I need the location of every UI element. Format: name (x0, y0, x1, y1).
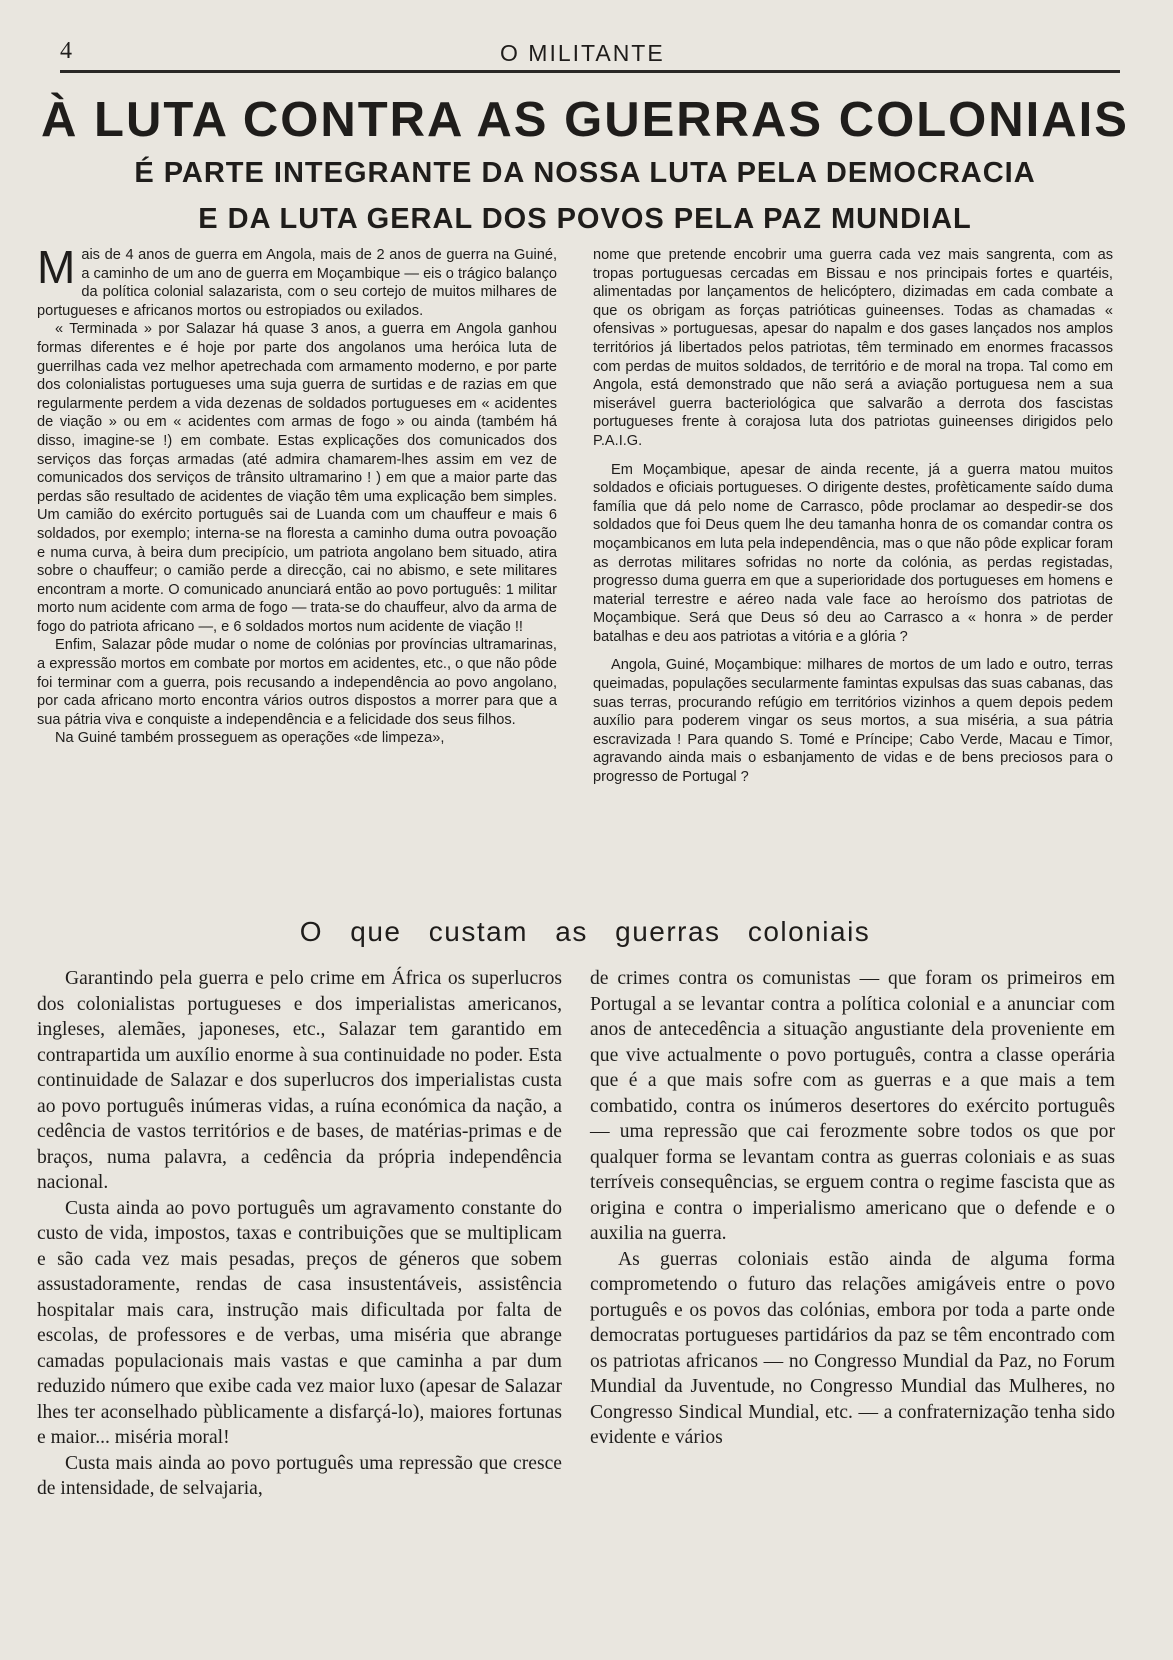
article1-left-column (37, 241, 557, 748)
article1-right-column (593, 246, 1113, 787)
paragraph-text: ais de 4 anos de guerra em Angola, mais de 2 anos de guerra na Guiné, a caminho de um ano de guerra em Moçambique — eis o trágico balanço da política colonial salazarista, com o seu cortejo de muitos milhares de portugueses e africanos mortos ou estropiados ou exilados. (37, 247, 557, 319)
article2-paragraph: Garantindo pela guerra e pelo crime em África os superlucros dos colonialistas portugueses e dos imperialistas americanos, ingleses, alemães, japoneses, etc., Salazar tem garantido em contrapartida um auxílio enorme à sua continuidade no poder. Esta continuidade de Salazar e dos superlucros dos imperialistas custa ao povo português inúmeras vidas, a ruína económica da nação, a cedência de vastos territórios e de bases, de matérias-primas e de braços, numa palavra, a cedência da própria independência nacional. (37, 968, 562, 1193)
article1-paragraph: nome que pretende encobrir uma guerra cada vez mais sangrenta, com as tropas portuguesas cercadas em Bissau e nos principais fortes e quartéis, alimentadas por lançamentos de helicóptero, dizimadas em cada combate a que os obrigam as forças patrióticas guineenses. Todas as chamadas « ofensivas » portuguesas, apesar do napalm e dos gases lançados nos amplos territórios já libertados pelos patriotas, têm terminado em enormes fracassos com perdas de muitos soldados, de território e de moral na tropa. Tal como em Angola, está demonstrado que não será a aviação portuguesa nem a sua miserável guerra bacteriológica que salvarão a derrota dos fascistas portugueses frente à corajosa luta dos patriotas guineenses dirigidos pelo P.A.I.G. (593, 247, 1113, 449)
article2-paragraph: de crimes contra os comunistas — que foram os primeiros em Portugal a se levantar contra a política colonial e a anunciar com anos de antecedência a situação angustiante dela proveniente em que vive actualmente o povo português, contra a classe operária que é a que mais sofre com as guerras e a que mais a tem combatido, contra os inúmeros desertores do exército português — uma repressão que cai ferozmente sobre todos os que por qualquer forma se levantam contra as guerras coloniais e as suas terríveis consequências, se erguem contra o regime fascista que as origina e contra o imperialismo americano que o defende e o auxilia na guerra. (590, 968, 1115, 1244)
article1-paragraph: Angola, Guiné, Moçambique: milhares de mortos de um lado e outro, terras queimadas, populações secularmente famintas expulsas das suas cabanas, das suas terras, procurando refúgio em territórios vizinhos a quem depois pedem auxílio para poderem vingar os seus mortos, a sua miséria, a sua pátria escravizada ! Para quando S. Tomé e Príncipe; Cabo Verde, Macau e Timor, agravando ainda mais o esbanjamento de vidas e de bens preciosos para o progresso de Portugal ? (593, 657, 1114, 786)
article1-paragraph: Em Moçambique, apesar de ainda recente, já a guerra matou muitos soldados e oficiais portugueses. O dirigente destes, profèticamente saído duma família que dá pelo nome de Carrasco, pôde proclamar ao despedir-se dos soldados que foi Deus quem lhe deu tamanha honra de os comandar contra os moçambicanos em luta pela independência, mas o que não pôde explicar foram as derrotas militares sofridas no norte da colónia, as perdas registadas, progresso duma guerra em que a superioridade dos portugueses em homens e material terrestre e aéreo nada vale face ao heroísmo dos patriotas de Moçambique. Será que Deus só deu ao Carrasco a « honra » de perder batalhas e deu aos patriotas a vitória e a glória ? (593, 461, 1113, 645)
drop-cap: M (37, 241, 76, 293)
article1-paragraph: Na Guiné também prosseguem as operações «de limpeza», (55, 730, 445, 747)
article-subtitle (40, 150, 1130, 242)
journal-name: O MILITANTE (500, 40, 665, 66)
article1-paragraph: Enfim, Salazar pôde mudar o nome de colónias por províncias ultramarinas, a expressão mortos em combate por mortos em acidentes, etc., o que não pôde foi terminar com a guerra, pois recusando a independência ao povo angolano, por cada africano morto encontra vários outros dispostos a morrer para que a sua pátria viva e conquiste a independência e a felicidade dos seus filhos. (37, 637, 557, 728)
subtitle-line-1: É PARTE INTEGRANTE DA NOSSA LUTA PELA DEMOCRACIA (134, 157, 1036, 189)
article2-right-column (590, 966, 1115, 1451)
article2-paragraph: As guerras coloniais estão ainda de alguma forma comprometendo o futuro das relações amigáveis entre o povo português e os povos das colónias, embora por toda a parte onde democratas portugueses partidários da paz se têm encontrado com os patriotas africanos — no Congresso Mundial da Paz, no Forum Mundial da Juventude, no Congresso Mundial das Mulheres, no Congresso Sindical Mundial, etc. — a confraternização tenha sido evidente e vários (590, 1248, 1115, 1448)
article1-paragraph (37, 241, 557, 320)
subtitle-line-2: E DA LUTA GERAL DOS POVOS PELA PAZ MUNDIAL (198, 203, 972, 235)
header-rule (60, 70, 1120, 73)
article2-paragraph: Custa mais ainda ao povo português uma repressão que cresce de intensidade, de selvajaria, (37, 1452, 562, 1499)
article2-left-column (37, 966, 562, 1502)
article1-paragraph: « Terminada » por Salazar há quase 3 anos, a guerra em Angola ganhou formas diferentes e é hoje por parte dos angolanos uma heróica luta de guerrilhas cada vez melhor apetrechada com armamento moderno, e por parte dos colonialistas portugueses uma suja guerra de surtidas e de razias em que regularmente perdem a vida dezenas de soldados portugueses em « acidentes de viação » ou em « acidentes com armas de fogo » ou ainda (também há disso, imagine-se !) em combate. Estas explicações dos comunicados dos serviços das forças armadas (até admira chamarem-lhes assim em vez de comunicados dos serviços de trânsito ultramarino ! ) em que a maior parte das perdas são resultado de acidentes de viação têm uma explicação bem simples. Um camião do exército português sai de Luanda com um chauffeur e mais 6 soldados, por exemplo; interna-se na floresta a caminho duma outra povoação e numa curva, à beira dum precipício, um patriota angolano bem situado, atira sobre o chauffeur; o camião perde a direcção, cai no abismo, e sete militares encontram a morte. O comunicado anunciará então ao povo português: 1 militar morto num acidente com arma de fogo — trata-se do chauffeur, alvo da arma de fogo do patriota africano —, e 6 soldados mortos num acidente de viação !! (37, 321, 557, 635)
page-number: 4 (60, 38, 72, 64)
page-header (60, 38, 1120, 72)
article-title: À LUTA CONTRA AS GUERRAS COLONIAIS (41, 93, 1129, 147)
section-title: O que custam as guerras coloniais (299, 916, 871, 947)
article2-paragraph: Custa ainda ao povo português um agravamento constante do custo de vida, impostos, taxas e contribuições que se multiplicam e são cada vez mais pesadas, preços de géneros que sobem assustadoramente, rendas de casa insustentáveis, assistência hospitalar mais cara, instrução mais dificultada por falta de escolas, de professores e de verbas, uma miséria que abrange camadas populacionais mais vastas e que caminha a par dum reduzido número que exibe cada vez maior luxo (apesar de Salazar lhes ter aconselhado pùblicamente a disfarçá-lo), maiores fortunas e maior... miséria moral! (37, 1197, 562, 1448)
